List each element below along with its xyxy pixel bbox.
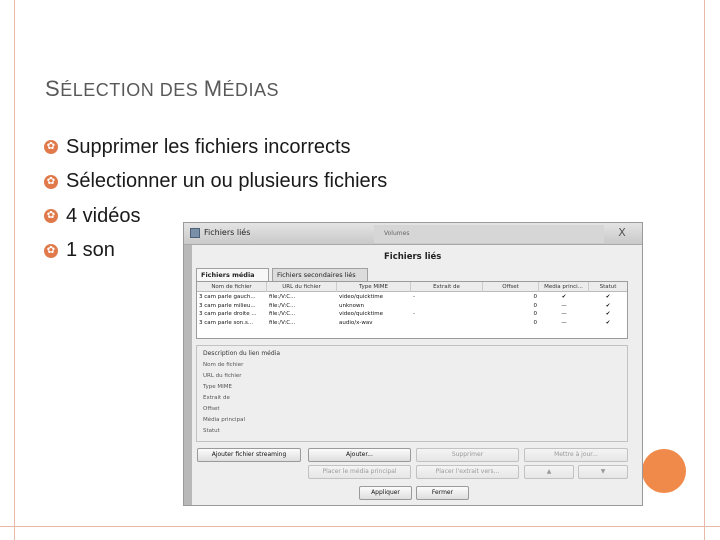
table-row[interactable] (197, 302, 627, 311)
cell-main-media: ✔ (561, 294, 567, 300)
cell-url: file:/V:C... (269, 302, 296, 309)
cell-filename: 3 cam parle gauch... (199, 294, 256, 300)
move-up-button[interactable]: ▲ (524, 465, 574, 479)
column-header[interactable]: Statut (599, 284, 617, 290)
cell-main-media: — (561, 302, 567, 309)
cell-mime: video/quicktime (339, 294, 384, 300)
table-row[interactable] (197, 319, 627, 328)
cell-extract: - (413, 311, 415, 317)
bullet-text: 4 vidéos (66, 204, 141, 227)
cell-url: file:/V:C... (269, 319, 296, 326)
cell-offset: 0 (533, 319, 537, 326)
set-extract-button[interactable]: Placer l'extrait vers... (416, 465, 519, 479)
cell-url: file:/V:C... (269, 294, 296, 300)
cell-offset: 0 (533, 302, 537, 309)
tab-linked-media[interactable]: Fichiers média (196, 268, 269, 281)
close-icon[interactable]: X (618, 226, 626, 239)
add-streaming-button[interactable]: Ajouter fichier streaming (197, 448, 301, 462)
dialog-title: Fichiers liés (204, 228, 251, 237)
slide-frame-right (704, 0, 705, 540)
cell-extract: - (413, 294, 415, 300)
field-label: Type MIME (203, 384, 232, 390)
column-header[interactable]: Nom de fichier (197, 282, 267, 292)
slide-frame-bottom (0, 526, 720, 527)
cell-url: file:/V:C... (269, 311, 296, 317)
dialog-heading: Fichiers liés (384, 252, 442, 262)
field-label: Statut (203, 428, 220, 434)
column-header[interactable]: Type MIME (337, 282, 411, 292)
cell-status: ✔ (605, 294, 611, 300)
cell-filename: 3 cam parle droite ... (199, 311, 257, 317)
bullet-item (44, 130, 387, 165)
column-header[interactable]: Media princi... (539, 282, 589, 292)
cell-filename: 3 cam parle milieu... (199, 302, 256, 309)
delete-button[interactable]: Supprimer (416, 448, 519, 462)
bullet-icon: ✿ (44, 209, 58, 223)
linked-files-dialog (183, 222, 643, 506)
update-button[interactable]: Mettre à jour... (524, 448, 628, 462)
cell-filename: 3 cam parle son.s... (199, 319, 254, 326)
cell-mime: unknown (339, 302, 364, 309)
background-window-label: Volumes (384, 230, 410, 237)
field-label: Nom de fichier (203, 362, 244, 368)
background-strip (184, 245, 192, 506)
media-description-panel (196, 345, 628, 442)
column-header[interactable]: Extrait de (411, 282, 483, 292)
bullet-icon: ✿ (44, 175, 58, 189)
bullet-item (44, 165, 387, 200)
table-row[interactable] (197, 293, 627, 302)
app-icon (190, 228, 200, 238)
cell-offset: 0 (533, 311, 537, 317)
media-table (196, 281, 628, 339)
dialog-titlebar (184, 223, 643, 245)
field-label: URL du fichier (203, 373, 242, 379)
set-main-media-button[interactable]: Placer le média principal (308, 465, 411, 479)
cell-mime: video/quicktime (339, 311, 384, 317)
cell-status: ✔ (605, 302, 611, 309)
bullet-icon: ✿ (44, 244, 58, 258)
add-button[interactable]: Ajouter... (308, 448, 411, 462)
column-header[interactable]: Offset (483, 282, 539, 292)
move-down-button[interactable]: ▼ (578, 465, 628, 479)
close-button[interactable]: Fermer (416, 486, 469, 500)
cell-status: ✔ (605, 319, 611, 326)
column-header[interactable]: URL du fichier (267, 282, 337, 292)
bullet-text: Sélectionner un ou plusieurs fichiers (66, 170, 388, 193)
title-part-1: ÉLECTION DES (60, 80, 204, 100)
table-row[interactable] (197, 310, 627, 319)
cell-extract (411, 302, 483, 311)
bullet-text: 1 son (66, 239, 115, 262)
cell-mime: audio/x-wav (339, 319, 373, 326)
cell-offset: 0 (533, 294, 537, 300)
cell-extract (411, 319, 483, 328)
description-title: Description du lien média (203, 350, 281, 357)
table-header (197, 282, 627, 292)
cell-main-media: — (561, 311, 567, 317)
field-label: Média principal (203, 417, 245, 423)
field-label: Offset (203, 406, 220, 412)
apply-button[interactable]: Appliquer (359, 486, 412, 500)
field-label: Extrait de (203, 395, 230, 401)
title-letter-m: M (203, 76, 223, 101)
bullet-icon: ✿ (44, 140, 58, 154)
cell-main-media: — (561, 319, 567, 326)
bullet-text: Supprimer les fichiers incorrects (66, 135, 351, 158)
cell-status: ✔ (605, 311, 611, 317)
decorative-circle (642, 449, 686, 493)
slide-title (45, 76, 279, 102)
title-part-2: ÉDIAS (222, 80, 280, 100)
title-letter-s: S (45, 76, 61, 101)
tab-secondary-files[interactable]: Fichiers secondaires liés (272, 268, 368, 281)
slide-frame-left (14, 0, 15, 540)
